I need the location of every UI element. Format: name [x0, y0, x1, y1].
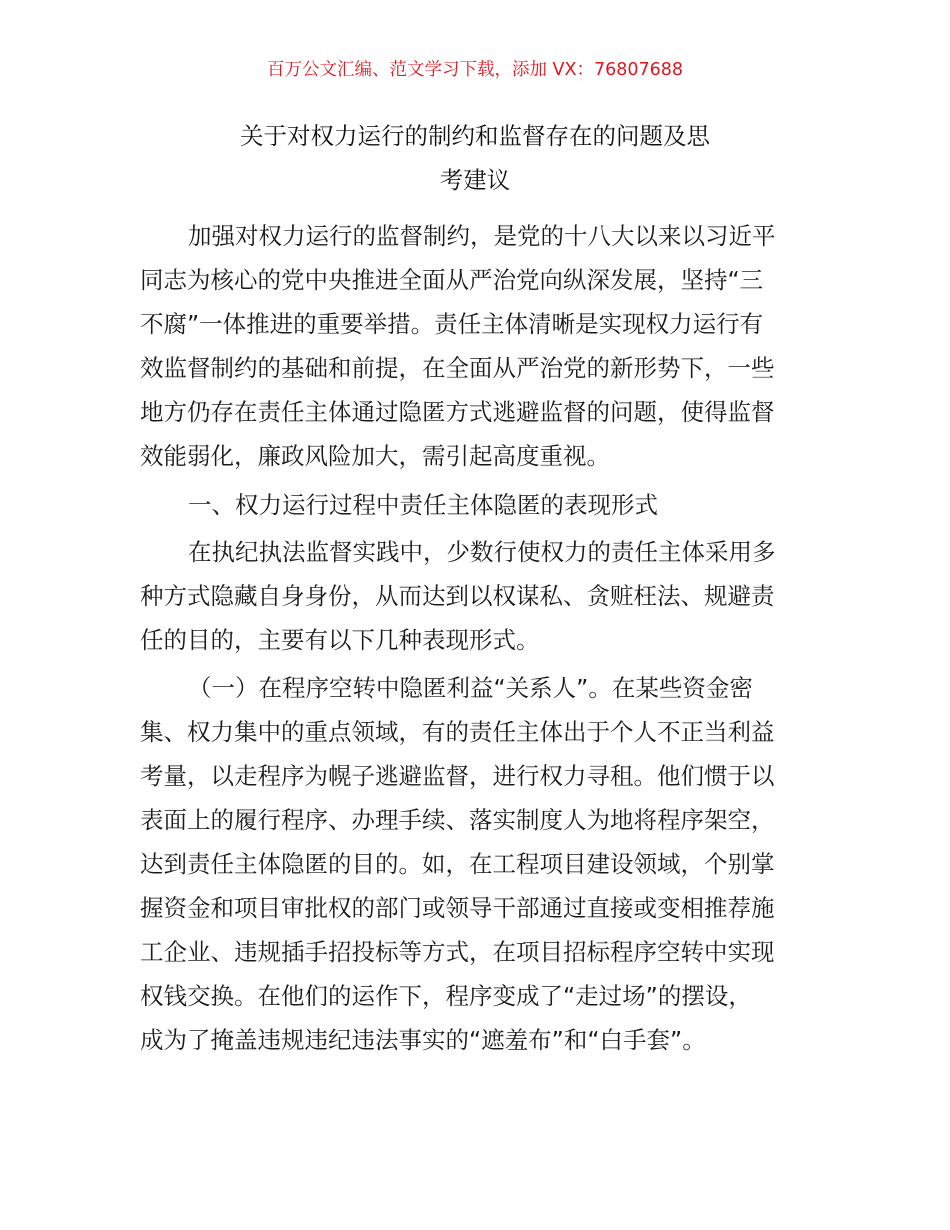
text-line: （一）在程序空转中隐匿利益“关系人”。在某些资金密	[188, 674, 753, 702]
text-line: 在执纪执法监督实践中，少数行使权力的责任主体采用多	[188, 538, 776, 566]
text-line: 不腐”一体推进的重要举措。责任主体清晰是实现权力运行有	[140, 310, 764, 338]
text-line: 成为了掩盖违规违纪违法事实的“遮羞布”和“白手套”。	[140, 1026, 706, 1054]
text-line: 权钱交换。在他们的运作下，程序变成了“走过场”的摆设，	[140, 982, 752, 1010]
text-line: 任的目的，主要有以下几种表现形式。	[140, 626, 540, 654]
text-line: 考量，以走程序为幌子逃避监督，进行权力寻租。他们惯于以	[140, 762, 775, 790]
text-line: 同志为核心的党中央推进全面从严治党向纵深发展，坚持“三	[140, 266, 764, 294]
paragraph-section-intro	[140, 530, 812, 662]
paragraph-subsection-1	[140, 666, 812, 1062]
text-line: 集、权力集中的重点领域，有的责任主体出于个人不正当利益	[140, 718, 775, 746]
section-heading	[140, 483, 812, 527]
text-line: 地方仍存在责任主体通过隐匿方式逃避监督的问题，使得监督	[140, 398, 775, 426]
text-line: 加强对权力运行的监督制约，是党的十八大以来以习近平	[188, 222, 776, 250]
watermark-header: 百万公文汇编、范文学习下载，添加 VX：76807688	[266, 60, 684, 80]
text-line: 效监督制约的基础和前提，在全面从严治党的新形势下，一些	[140, 354, 775, 382]
text-line: 达到责任主体隐匿的目的。如，在工程项目建设领域，个别掌	[140, 850, 775, 878]
heading-line: 一、权力运行过程中责任主体隐匿的表现形式	[188, 491, 658, 519]
paragraph-intro	[140, 214, 812, 478]
document-title	[140, 114, 810, 202]
text-line: 工企业、违规插手招投标等方式，在项目招标程序空转中实现	[140, 938, 775, 966]
text-line: 表面上的履行程序、办理手续、落实制度人为地将程序架空，	[140, 806, 775, 834]
title-line: 关于对权力运行的制约和监督存在的问题及思	[240, 122, 710, 150]
title-line: 考建议	[439, 166, 511, 194]
text-line: 种方式隐藏自身身份，从而达到以权谋私、贪赃枉法、规避责	[140, 582, 775, 610]
text-line: 效能弱化，廉政风险加大，需引起高度重视。	[140, 442, 610, 470]
text-line: 握资金和项目审批权的部门或领导干部通过直接或变相推荐施	[140, 894, 775, 922]
